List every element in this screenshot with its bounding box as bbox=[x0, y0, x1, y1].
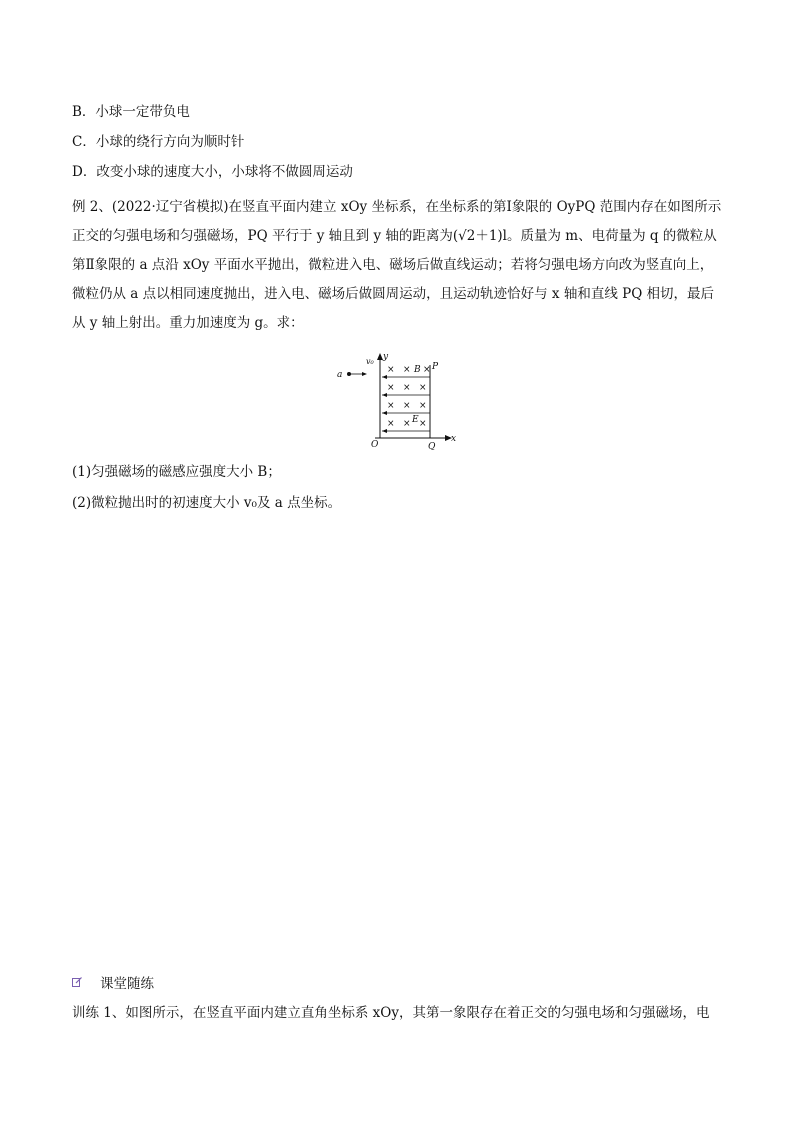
svg-text:×: × bbox=[403, 365, 411, 375]
option-d: D．改变小球的速度大小，小球将不做圆周运动 bbox=[72, 164, 353, 180]
x-axis-label: x bbox=[451, 434, 457, 444]
svg-text:×: × bbox=[387, 401, 395, 411]
svg-text:×: × bbox=[419, 401, 427, 411]
y-axis-label: y bbox=[383, 352, 389, 362]
training-1-text: 训练 1、如图所示，在竖直平面内建立直角坐标系 xOy，其第一象限存在着正交的匀强电场和匀强磁场，电 bbox=[72, 1005, 710, 1021]
example-2-text: 例 2、(2022·辽宁省模拟)在竖直平面内建立 xOy 坐标系，在坐标系的第Ⅰ象限的 OyPQ 范围内存在如图所示正交的匀强电场和匀强磁场，PQ 平行于 y 轴且到 y 轴的距离为(√2＋1)l。质量为 m、电荷量为 q 的微粒从第Ⅱ象限的 a 点沿 xOy 平面水平抛出，微粒进入电、磁场后做直线运动；若将匀强电场方向改为竖直向上，微粒仍从 a 点以相同速度抛出，进入电、磁场后做圆周运动，且运动轨迹恰好与 x 轴和直线 PQ 相切，最后从 y 轴上射出。重力加速度为 g。求： bbox=[72, 199, 722, 331]
svg-text:×: × bbox=[419, 419, 427, 429]
option-c: C．小球的绕行方向为顺时针 bbox=[72, 134, 245, 150]
svg-text:×: × bbox=[387, 365, 395, 375]
b-label: B bbox=[414, 365, 421, 375]
svg-text:×: × bbox=[419, 383, 427, 393]
svg-text:×: × bbox=[403, 383, 411, 393]
q-label: Q bbox=[428, 442, 436, 450]
p-label: P bbox=[432, 362, 439, 372]
origin-label: O bbox=[371, 440, 379, 450]
edit-icon bbox=[72, 977, 82, 987]
section-title: 课堂随练 bbox=[100, 976, 154, 992]
a-label: a bbox=[337, 370, 343, 380]
v0-label: v₀ bbox=[366, 357, 374, 366]
svg-text:×: × bbox=[403, 419, 411, 429]
svg-text:×: × bbox=[403, 401, 411, 411]
svg-text:×: × bbox=[387, 419, 395, 429]
question-2: (2)微粒抛出时的初速度大小 v₀及 a 点坐标。 bbox=[72, 495, 342, 511]
svg-text:×: × bbox=[423, 365, 431, 375]
section-header bbox=[72, 972, 154, 992]
question-1: (1)匀强磁场的磁感应强度大小 B； bbox=[72, 464, 281, 480]
field-diagram bbox=[335, 350, 465, 450]
option-b: B．小球一定带负电 bbox=[72, 104, 190, 120]
svg-text:×: × bbox=[387, 383, 395, 393]
e-label: E bbox=[412, 415, 419, 425]
